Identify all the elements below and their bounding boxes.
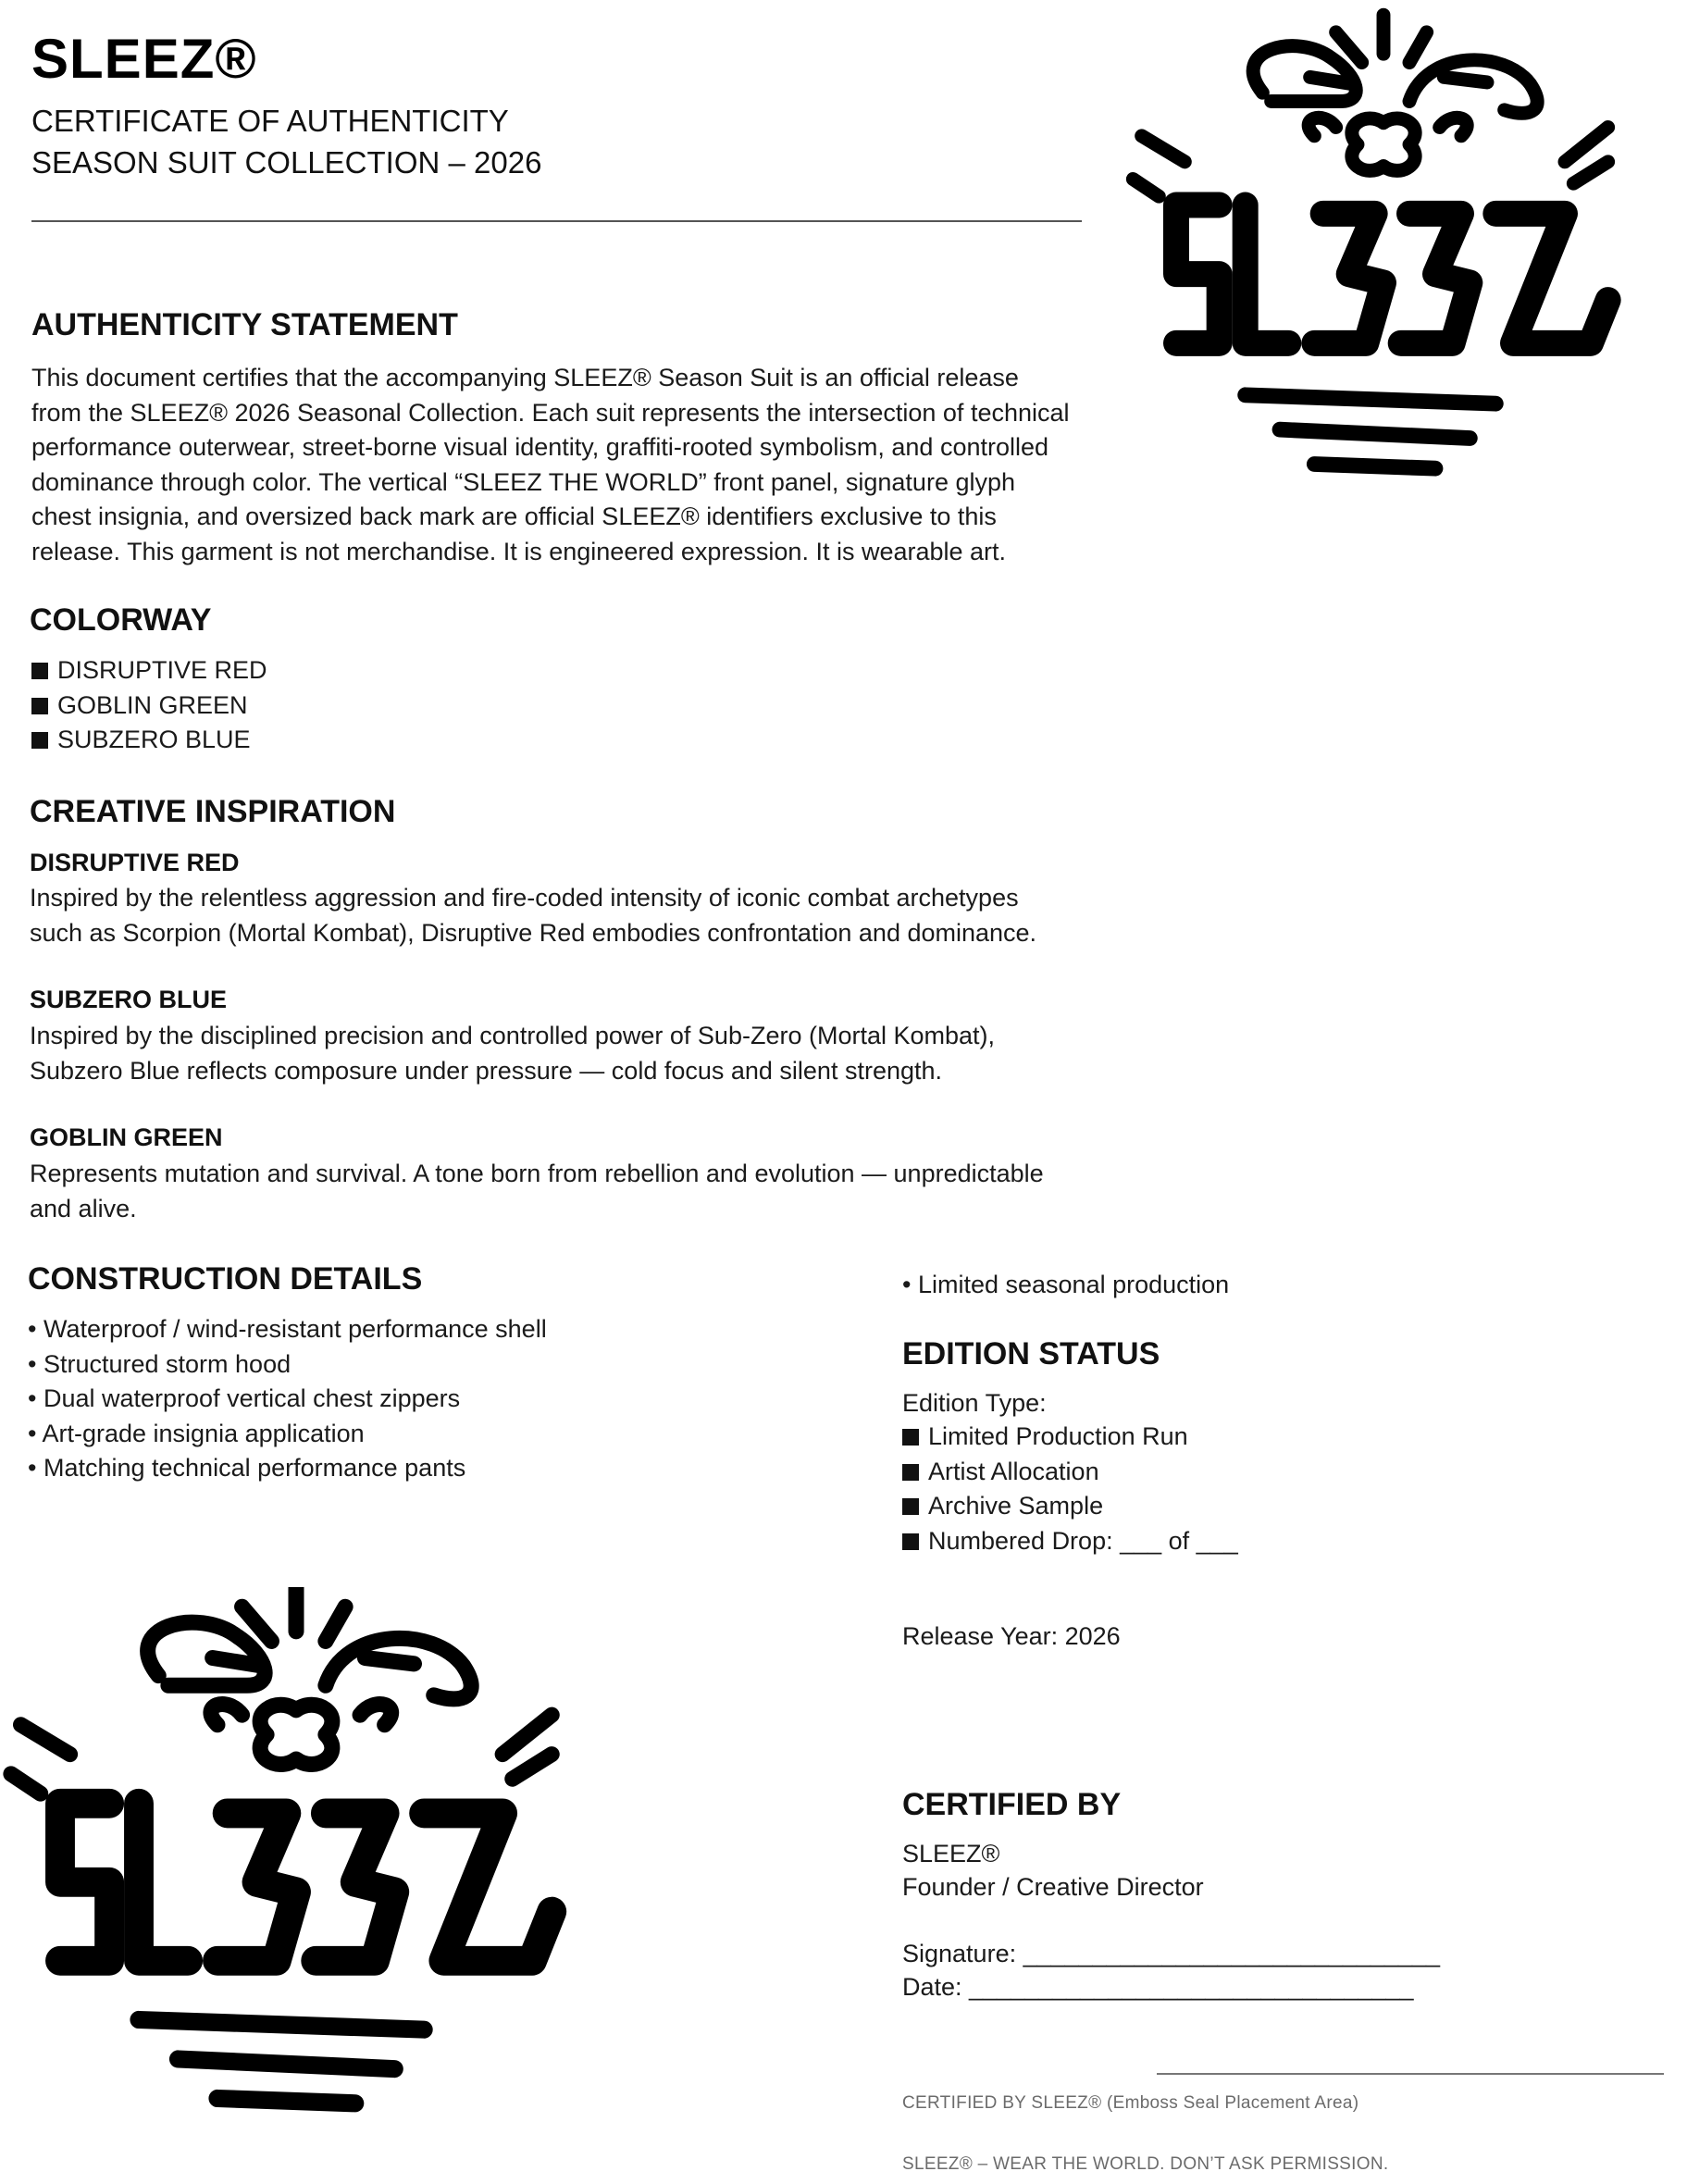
release-year: Release Year: 2026 (902, 1622, 1121, 1650)
checkbox-square-icon (902, 1429, 919, 1446)
collection-title: SEASON SUIT COLLECTION – 2026 (31, 145, 542, 180)
colorway-item: DISRUPTIVE RED (31, 653, 267, 689)
certifier-role: Founder / Creative Director (902, 1873, 1204, 1901)
brand-title: SLEEZ® (31, 28, 257, 90)
edition-option: Artist Allocation (902, 1455, 1238, 1490)
colorway-list (31, 653, 267, 758)
square-bullet-icon (31, 698, 48, 714)
date-line[interactable]: Date: ________________________________ (902, 1973, 1414, 2001)
seal-placement-note: CERTIFIED BY SLEEZ® (Emboss Seal Placement Area) (902, 2093, 1359, 2113)
colorway-item: SUBZERO BLUE (31, 723, 267, 758)
construction-item: • Waterproof / wind-resistant performance shell (28, 1312, 547, 1347)
statement-line: This document certifies that the accompanying SLEEZ® Season Suit is an official release (31, 364, 1019, 391)
authenticity-heading: AUTHENTICITY STATEMENT (31, 307, 458, 342)
construction-list (28, 1312, 547, 1486)
certifier-name: SLEEZ® (902, 1840, 1000, 1868)
square-bullet-icon (31, 663, 48, 679)
colorway-item: GOBLIN GREEN (31, 689, 267, 724)
edition-option: Archive Sample (902, 1489, 1238, 1524)
statement-line: release. This garment is not merchandise. It is engineered expression. It is wearable art. (31, 537, 1007, 565)
statement-line: from the SLEEZ® 2026 Seasonal Collection. Each suit represents the intersection of technical (31, 398, 1070, 427)
checkbox-square-icon (902, 1498, 919, 1515)
certificate-title: CERTIFICATE OF AUTHENTICITY (31, 104, 509, 138)
inspiration-heading: CREATIVE INSPIRATION (30, 794, 396, 829)
inspiration-text-blue: Inspired by the disciplined precision and controlled power of Sub-Zero (Mortal Kombat), Subzero Blue reflects composure under pressure — cold focus and silent strength. (30, 1022, 996, 1085)
inspiration-text-red: Inspired by the relentless aggression and fire-coded intensity of iconic combat archetypes such as Scorpion (Mortal Kombat), Disruptive Red embodies confrontation and dominance. (30, 884, 1037, 947)
construction-item: • Dual waterproof vertical chest zippers (28, 1382, 547, 1417)
construction-item: • Matching technical performance pants (28, 1451, 547, 1486)
edition-options (902, 1420, 1238, 1558)
sleez-graffiti-logo-top (1124, 0, 1643, 514)
statement-line: chest insignia, and oversized back mark are official SLEEZ® identifiers exclusive to this (31, 503, 997, 530)
inspiration-text-green: Represents mutation and survival. A tone born from rebellion and evolution — unpredictable and alive. (30, 1160, 1044, 1222)
edition-option: Numbered Drop: ___ of ___ (902, 1524, 1238, 1559)
colorway-heading: COLORWAY (30, 602, 212, 638)
construction-item: • Art-grade insignia application (28, 1417, 547, 1452)
seal-divider (1157, 2073, 1664, 2075)
construction-list-continued (902, 1268, 1229, 1303)
inspiration-title-blue: SUBZERO BLUE (30, 986, 228, 1013)
construction-item: • Structured storm hood (28, 1347, 547, 1383)
edition-type-label: Edition Type: (902, 1389, 1047, 1417)
footer-tagline: SLEEZ® – WEAR THE WORLD. DON’T ASK PERMISSION. (902, 2154, 1389, 2174)
signature-line[interactable]: Signature: ______________________________ (902, 1940, 1441, 1967)
certified-heading: CERTIFIED BY (902, 1787, 1122, 1822)
checkbox-square-icon (902, 1464, 919, 1481)
authenticity-statement (31, 361, 1123, 569)
graffiti-face-logo-icon (0, 1587, 592, 2138)
edition-heading: EDITION STATUS (902, 1336, 1160, 1371)
checkbox-square-icon (902, 1533, 919, 1550)
inspiration-title-red: DISRUPTIVE RED (30, 849, 240, 876)
graffiti-face-logo-icon (1124, 0, 1643, 514)
statement-line: performance outerwear, street-borne visual identity, graffiti-rooted symbolism, and controlled (31, 433, 1049, 461)
construction-heading: CONSTRUCTION DETAILS (28, 1261, 423, 1297)
inspiration-title-green: GOBLIN GREEN (30, 1123, 223, 1151)
construction-item: • Limited seasonal production (902, 1268, 1229, 1303)
sleez-graffiti-logo-bottom (0, 1587, 592, 2138)
statement-line: dominance through color. The vertical “SLEEZ THE WORLD” front panel, signature glyph (31, 467, 1016, 496)
square-bullet-icon (31, 732, 48, 749)
header-divider (31, 220, 1082, 222)
edition-option: Limited Production Run (902, 1420, 1238, 1455)
